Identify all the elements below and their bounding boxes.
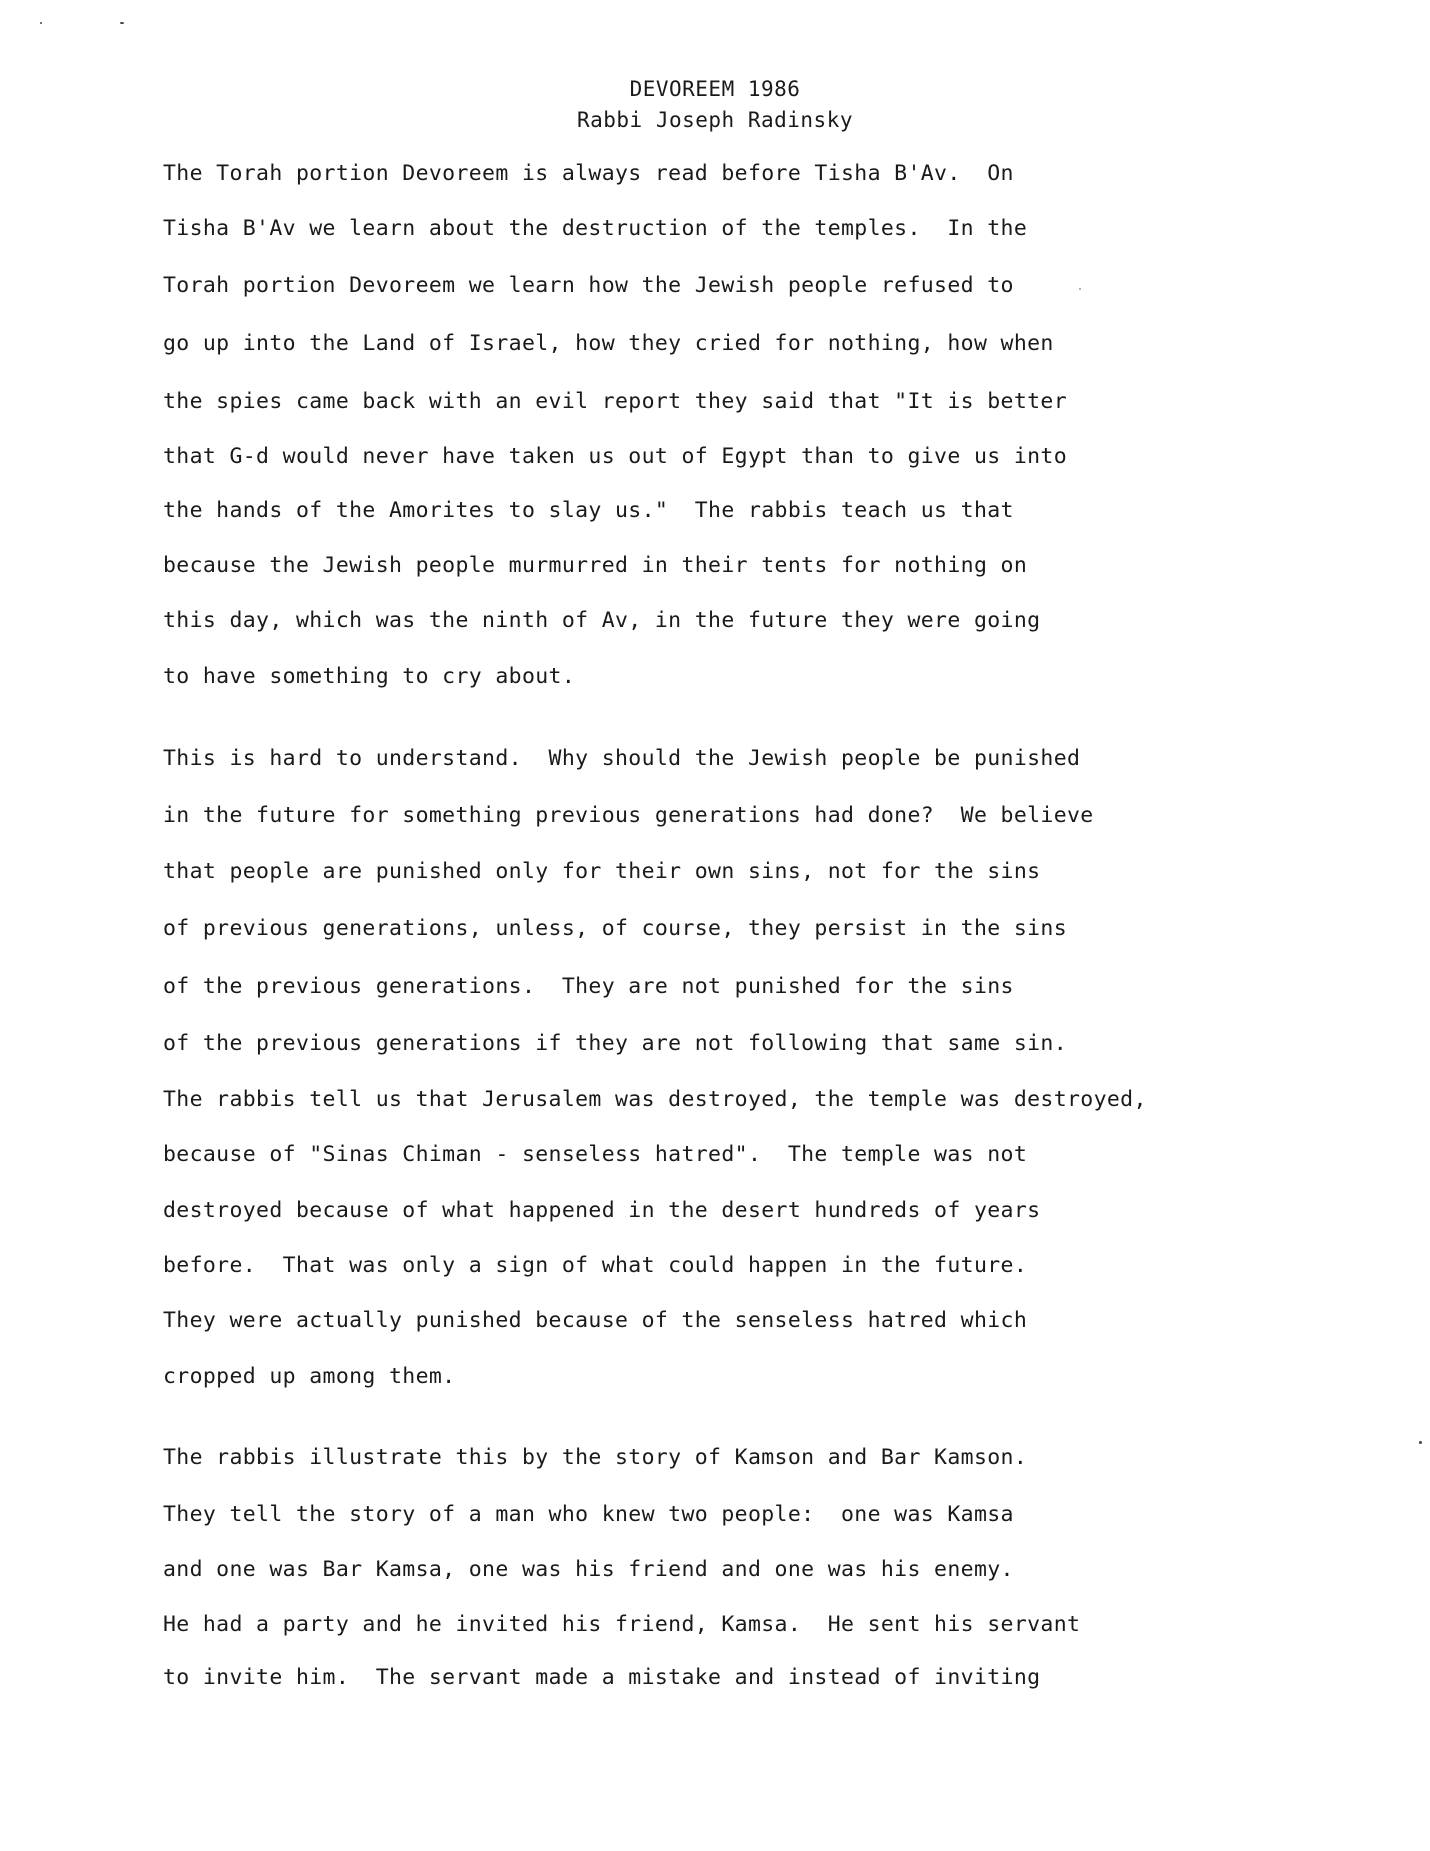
text-line: of previous generations, unless, of course, they persist in the sins: [163, 916, 1067, 941]
text-line: cropped up among them.: [163, 1364, 456, 1389]
text-line: This is hard to understand. Why should the Jewish people be punished: [163, 746, 1081, 771]
text-line: in the future for something previous generations had done? We believe: [163, 803, 1094, 828]
scan-speck: [120, 22, 124, 24]
text-line: go up into the Land of Israel, how they cried for nothing, how when: [163, 331, 1054, 356]
text-line: to invite him. The servant made a mistake and instead of inviting: [163, 1665, 1041, 1690]
text-line: They were actually punished because of the senseless hatred which: [163, 1308, 1028, 1333]
scan-speck: [1079, 288, 1081, 290]
text-line: Torah portion Devoreem we learn how the Jewish people refused to: [163, 273, 1014, 298]
text-line: this day, which was the ninth of Av, in the future they were going: [163, 608, 1041, 633]
text-line: the spies came back with an evil report they said that "It is better: [163, 389, 1067, 414]
text-line: of the previous generations if they are not following that same sin.: [163, 1031, 1067, 1056]
text-line: They tell the story of a man who knew two people: one was Kamsa: [163, 1502, 1014, 1527]
text-line: because the Jewish people murmurred in their tents for nothing on: [163, 553, 1028, 578]
text-line: and one was Bar Kamsa, one was his friend and one was his enemy.: [163, 1557, 1014, 1582]
document-author: Rabbi Joseph Radinsky: [576, 108, 853, 132]
text-line: destroyed because of what happened in the desert hundreds of years: [163, 1198, 1041, 1223]
text-line: Tisha B'Av we learn about the destruction of the temples. In the: [163, 216, 1028, 241]
text-line: that G-d would never have taken us out of Egypt than to give us into: [163, 444, 1067, 469]
text-line: The rabbis tell us that Jerusalem was destroyed, the temple was destroyed,: [163, 1087, 1147, 1112]
document-title: DEVOREEM 1986: [629, 77, 801, 101]
text-line: the hands of the Amorites to slay us." The rabbis teach us that: [163, 498, 1014, 523]
scan-speck: [1419, 1441, 1422, 1444]
scan-speck: [40, 22, 42, 24]
text-line: The rabbis illustrate this by the story of Kamson and Bar Kamson.: [163, 1445, 1028, 1470]
text-line: of the previous generations. They are not punished for the sins: [163, 974, 1014, 999]
text-line: that people are punished only for their own sins, not for the sins: [163, 859, 1041, 884]
text-line: The Torah portion Devoreem is always read before Tisha B'Av. On: [163, 161, 1014, 186]
text-line: before. That was only a sign of what could happen in the future.: [163, 1253, 1028, 1278]
text-line: to have something to cry about.: [163, 664, 576, 689]
text-line: because of "Sinas Chiman - senseless hatred". The temple was not: [163, 1142, 1028, 1167]
text-line: He had a party and he invited his friend, Kamsa. He sent his servant: [163, 1612, 1081, 1637]
